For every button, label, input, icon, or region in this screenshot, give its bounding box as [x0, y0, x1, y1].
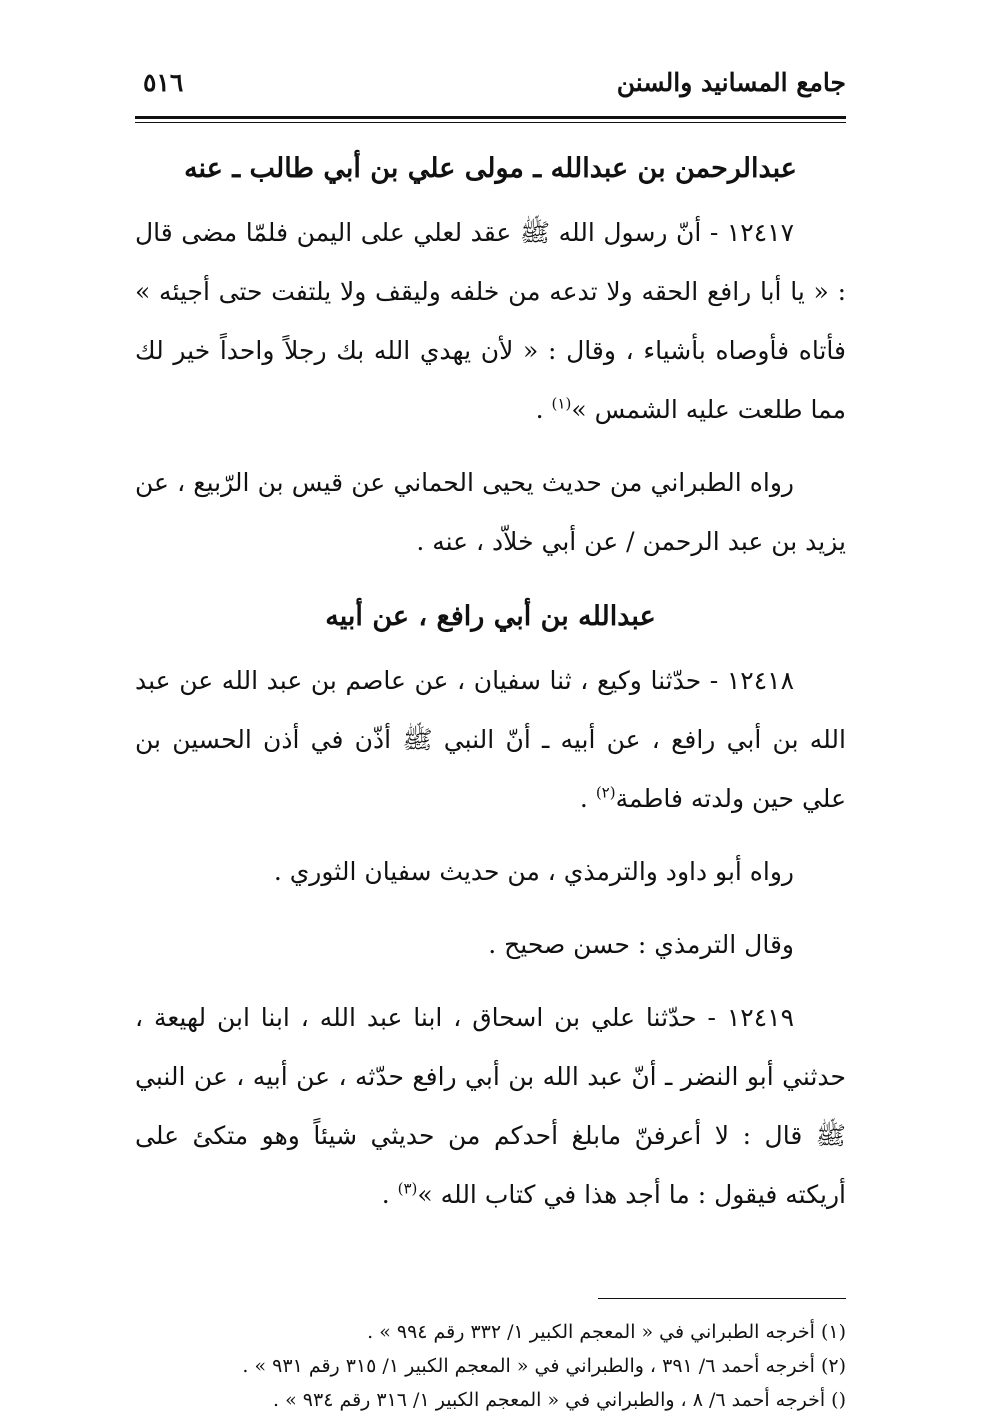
- narration-note: [135, 453, 846, 571]
- footnotes: [135, 1315, 846, 1417]
- paragraph-tail: .: [535, 395, 552, 424]
- grading-note: [135, 915, 846, 974]
- hadith-12419: [135, 988, 846, 1224]
- footnote-separator: [598, 1298, 846, 1299]
- hadith-12417: [135, 203, 846, 439]
- footnote-ref: (٣): [397, 1179, 418, 1198]
- paragraph-text: رواه أبو داود والترمذي ، من حديث سفيان الثوري .: [273, 857, 794, 886]
- page-header: [135, 68, 846, 112]
- narration-note: [135, 842, 846, 901]
- header-rule-thin: [135, 122, 846, 123]
- footnote-ref: (١): [551, 394, 572, 413]
- page-number: ٥١٦: [143, 68, 184, 97]
- paragraph-tail: .: [381, 1180, 398, 1209]
- footnote-ref: (٢): [595, 783, 616, 802]
- footnote: (١) أخرجه الطبراني في « المعجم الكبير ١/ ٣٣٢ رقم ٩٩٤ » .: [367, 1321, 846, 1343]
- running-title: جامع المسانيد والسنن: [616, 68, 846, 97]
- paragraph-text: ١٢٤١٩ - حدّثنا علي بن اسحاق ، ابنا عبد الله ، ابنا ابن لهيعة ، حدثني أبو النضر ـ أنّ عبد الله بن أبي رافع حدّثه ، عن أبيه ، عن النبي ﷺ قال : لا أعرفنّ مابلغ أحدكم من حديثي شيئاً وهو متكئ على أريكته فيقول : ما أجد هذا في كتاب الله »: [135, 1003, 846, 1209]
- section-title: عبدالله بن أبي رافع ، عن أبيه: [325, 601, 656, 632]
- paragraph-text: ١٢٤١٧ - أنّ رسول الله ﷺ عقد لعلي على اليمن فلمّا مضى قال : « يا أبا رافع الحقه ولا تدعه من خلفه وليقف ولا يلتفت حتى أجيئه » فأتاه فأوصاه بأشياء ، وقال : « لأن يهدي الله بك رجلاً واحداً خير لك مما طلعت عليه الشمس »: [135, 218, 846, 424]
- paragraph-tail: .: [579, 784, 596, 813]
- footnote: (٢) أخرجه أحمد ٦/ ٣٩١ ، والطبراني في « المعجم الكبير ١/ ٣١٥ رقم ٩٣١ » .: [242, 1355, 846, 1377]
- hadith-12418: [135, 651, 846, 828]
- main-text: [135, 149, 846, 1224]
- section-title: عبدالرحمن بن عبدالله ـ مولى علي بن أبي طالب ـ عنه: [184, 153, 797, 184]
- paragraph-text: ١٢٤١٨ - حدّثنا وكيع ، ثنا سفيان ، عن عاصم بن عبد الله عن عبد الله بن أبي رافع ، عن أبيه ـ أنّ النبي ﷺ أذّن في أذن الحسين بن علي حين ولدته فاطمة: [135, 666, 846, 813]
- header-rule: [135, 116, 846, 119]
- paragraph-text: رواه الطبراني من حديث يحيى الحماني عن قيس بن الرّبيع ، عن يزيد بن عبد الرحمن / عن أبي خلاّد ، عنه .: [135, 468, 846, 556]
- paragraph-text: وقال الترمذي : حسن صحيح .: [488, 930, 794, 959]
- footnote: () أخرجه أحمد ٦/ ٨ ، والطبراني في « المعجم الكبير ١/ ٣١٦ رقم ٩٣٤ » .: [273, 1389, 846, 1411]
